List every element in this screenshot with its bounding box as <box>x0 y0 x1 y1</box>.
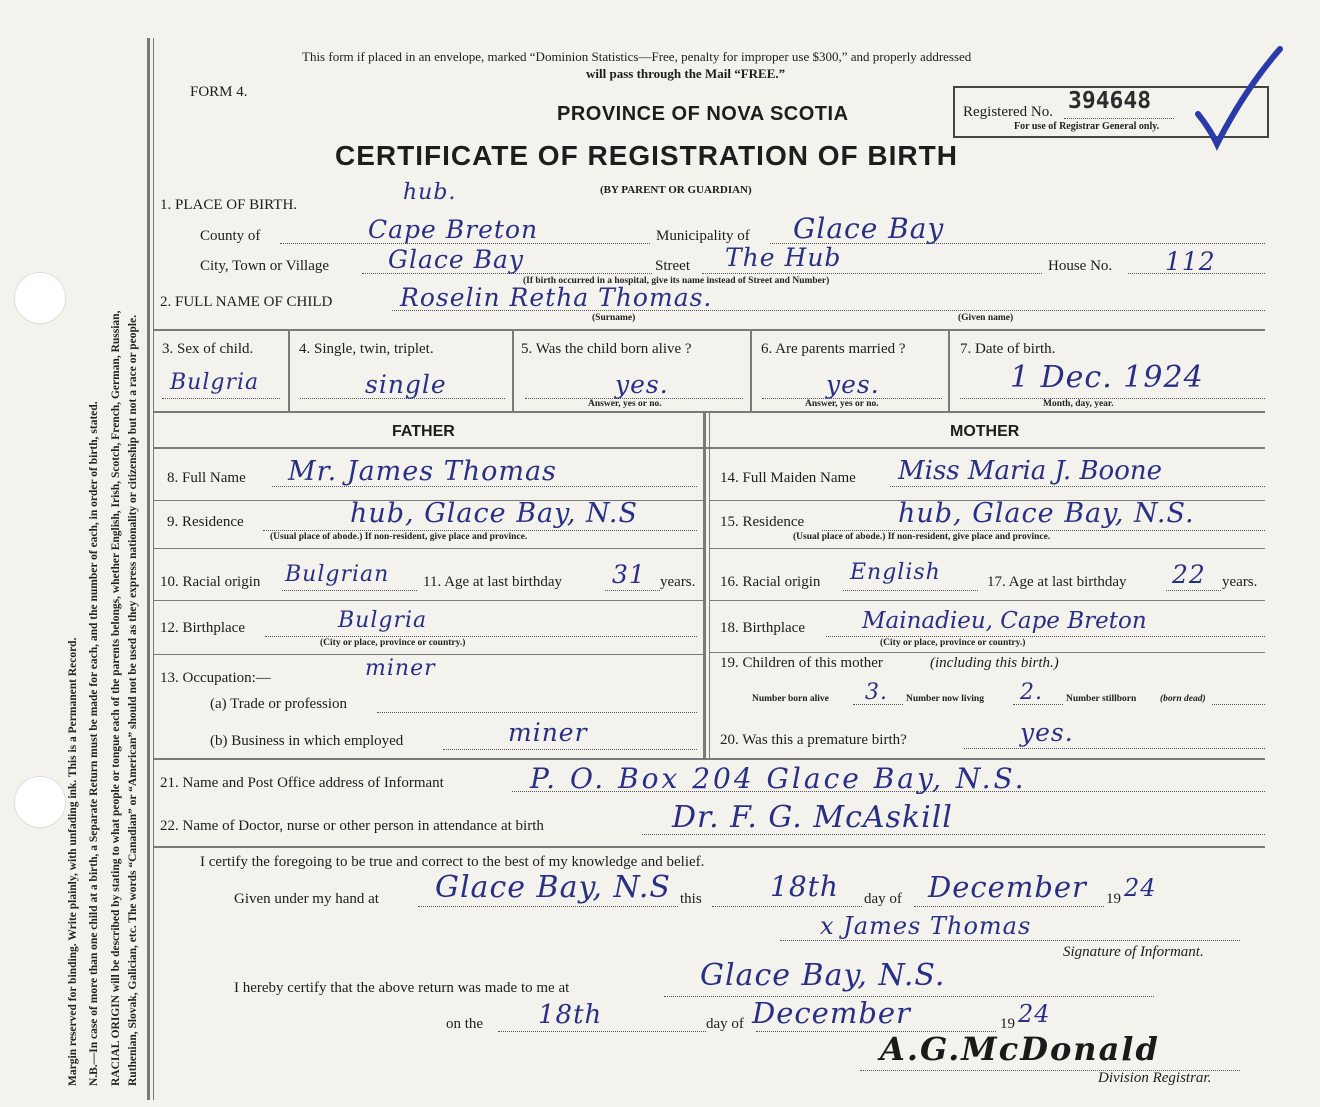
registrar-day-of-label: day of <box>706 1016 744 1032</box>
certify-statement: I certify the foregoing to be true and correct to the best of my knowledge and belief. <box>200 854 705 870</box>
given-label: Given under my hand at <box>234 891 379 907</box>
divider-row3-top <box>153 329 1265 331</box>
left-border-inner <box>153 38 154 1100</box>
father-racial-value: Bulgrian <box>285 562 390 587</box>
father-birthplace-value: Bulgria <box>338 608 428 633</box>
given-month: December <box>928 870 1087 904</box>
father-racial-label: 10. Racial origin <box>160 574 261 590</box>
checkmark-icon <box>1190 44 1290 154</box>
city-label: City, Town or Village <box>200 258 330 274</box>
doctor-value: Dr. F. G. McAskill <box>672 800 953 835</box>
registrar-place: Glace Bay, N.S. <box>700 958 946 993</box>
side-note-binding: Margin reserved for binding. Write plainly, with unfading ink. This is a Permanent Record. <box>67 637 79 1086</box>
father-residence-note: (Usual place of abode.) If non-resident, give place and province. <box>270 532 528 542</box>
province-heading: PROVINCE OF NOVA SCOTIA <box>557 103 849 125</box>
stillborn-label: Number stillborn <box>1066 694 1137 704</box>
city-value: Glace Bay <box>388 245 525 274</box>
business-value: miner <box>508 718 588 747</box>
street-value: The Hub <box>725 243 842 272</box>
given-year: 24 <box>1124 874 1157 902</box>
children-note: (including this birth.) <box>930 655 1059 671</box>
date-of-birth-label: 7. Date of birth. <box>960 341 1056 357</box>
mother-residence-note: (Usual place of abode.) If non-resident, give place and province. <box>793 532 1051 542</box>
municipality-label: Municipality of <box>656 228 750 244</box>
father-heading: FATHER <box>392 423 455 440</box>
side-note-racial-origin-2: Ruthenian, Slovak, Galician, etc. The words “Canadian” or “American” should not be used as they express nationality or citizenship but not a race or people. <box>127 314 139 1086</box>
side-note-racial-origin-1: RACIAL ORIGIN will be described by stating to what people or tongue each of the parents belongs, whether English, Irish, Scotch, French, German, Russian, <box>110 310 122 1086</box>
on-the-label: on the <box>446 1016 484 1032</box>
single-twin-value: single <box>365 370 447 399</box>
parents-married-note: Answer, yes or no. <box>805 399 879 409</box>
certificate-title: CERTIFICATE OF REGISTRATION OF BIRTH <box>335 140 958 171</box>
mother-years-label: years. <box>1222 574 1258 590</box>
father-name-label: 8. Full Name <box>167 470 246 486</box>
informant-value: P. O. Box 204 Glace Bay, N.S. <box>530 762 1027 795</box>
registrar-statement: I hereby certify that the above return was made to me at <box>234 980 570 996</box>
born-alive-count: 3. <box>865 680 888 705</box>
mother-birthplace-label: 18. Birthplace <box>720 620 805 636</box>
mother-name-label: 14. Full Maiden Name <box>720 470 856 486</box>
now-living-label: Number now living <box>906 694 984 704</box>
county-label: County of <box>200 228 261 244</box>
registrar-signature: A.G.McDonald <box>880 1030 1160 1068</box>
father-birthplace-note: (City or place, province or country.) <box>320 638 466 648</box>
given-day: 18th <box>770 870 839 903</box>
father-years-label: years. <box>660 574 696 590</box>
father-age-label: 11. Age at last birthday <box>423 574 562 590</box>
given-this-label: this <box>680 891 702 907</box>
left-border <box>147 38 150 1100</box>
mother-birthplace-value: Mainadieu, Cape Breton <box>862 608 1147 634</box>
born-alive-count-label: Number born alive <box>752 694 829 704</box>
punch-hole-bottom <box>14 776 66 828</box>
postal-notice-1: This form if placed in an envelope, marked “Dominion Statistics—Free, penalty for improper use $300,” and properly addressed <box>302 49 972 64</box>
born-alive-label: 5. Was the child born alive ? <box>521 341 692 357</box>
mother-age-value: 22 <box>1172 560 1206 589</box>
father-name-value: Mr. James Thomas <box>288 456 557 487</box>
father-residence-label: 9. Residence <box>167 514 244 530</box>
sex-value: Bulgria <box>170 370 260 395</box>
business-label: (b) Business in which employed <box>210 733 404 749</box>
divider-parents-bottom <box>153 758 1265 760</box>
street-label: Street <box>655 258 690 274</box>
sex-label: 3. Sex of child. <box>162 341 254 357</box>
mother-residence-value: hub, Glace Bay, N.S. <box>898 498 1195 529</box>
mother-age-label: 17. Age at last birthday <box>987 574 1127 590</box>
given-year-prefix: 19 <box>1106 891 1121 907</box>
house-label: House No. <box>1048 258 1113 274</box>
now-living-count: 2. <box>1020 680 1043 705</box>
mother-residence-label: 15. Residence <box>720 514 805 530</box>
house-value: 112 <box>1165 247 1216 276</box>
children-label: 19. Children of this mother <box>720 655 883 671</box>
place-of-birth-mark: hub. <box>403 180 457 205</box>
child-name-label: 2. FULL NAME OF CHILD <box>160 294 333 310</box>
registered-note: For use of Registrar General only. <box>1014 121 1160 132</box>
date-of-birth-value: 1 Dec. 1924 <box>1010 360 1204 395</box>
mother-racial-label: 16. Racial origin <box>720 574 821 590</box>
municipality-value: Glace Bay <box>793 212 945 245</box>
child-name-value: Roselin Retha Thomas. <box>400 283 713 312</box>
mother-name-value: Miss Maria J. Boone <box>898 456 1162 486</box>
father-age-value: 31 <box>612 560 646 589</box>
mother-heading: MOTHER <box>950 423 1020 440</box>
premature-label: 20. Was this a premature birth? <box>720 732 907 748</box>
postal-notice-2: will pass through the Mail “FREE.” <box>586 66 786 81</box>
occupation-value: miner <box>365 656 436 681</box>
punch-hole-top <box>14 272 66 324</box>
registered-number: 394648 <box>1068 88 1152 114</box>
parents-married-value: yes. <box>826 370 880 399</box>
parents-married-label: 6. Are parents married ? <box>761 341 906 357</box>
form-number: FORM 4. <box>190 84 248 100</box>
registrar-day: 18th <box>538 1000 603 1030</box>
premature-value: yes. <box>1020 718 1074 747</box>
registrar-month: December <box>752 996 911 1030</box>
father-birthplace-label: 12. Birthplace <box>160 620 245 636</box>
father-residence-value: hub, Glace Bay, N.S <box>350 498 638 529</box>
place-of-birth-label: 1. PLACE OF BIRTH. <box>160 197 298 213</box>
trade-label: (a) Trade or profession <box>210 696 348 712</box>
informant-label: 21. Name and Post Office address of Informant <box>160 775 444 791</box>
stillborn-note: (born dead) <box>1160 694 1206 704</box>
surname-note: (Surname) <box>592 313 636 323</box>
registered-label: Registered No. <box>963 104 1053 120</box>
occupation-label: 13. Occupation:— <box>160 670 271 686</box>
given-place: Glace Bay, N.S <box>435 870 671 905</box>
given-name-note: (Given name) <box>958 313 1014 323</box>
registrar-year-prefix: 19 <box>1000 1016 1015 1032</box>
doctor-label: 22. Name of Doctor, nurse or other person in attendance at birth <box>160 818 544 834</box>
single-twin-label: 4. Single, twin, triplet. <box>299 341 434 357</box>
registrar-year: 24 <box>1018 1000 1051 1028</box>
mother-racial-value: English <box>850 560 941 585</box>
informant-signature-caption: Signature of Informant. <box>1063 944 1204 960</box>
county-value: Cape Breton <box>368 215 539 244</box>
side-note-multiple-births: N.B.—In case of more than one child at a birth, a Separate Return must be made for each, and the number of each, in order of birth, stated. <box>88 401 100 1086</box>
mother-birthplace-note: (City or place, province or country.) <box>880 638 1026 648</box>
hospital-note: (If birth occurred in a hospital, give its name instead of Street and Number) <box>523 276 830 286</box>
born-alive-value: yes. <box>615 370 669 399</box>
date-of-birth-note: Month, day, year. <box>1043 399 1114 409</box>
informant-signature: x James Thomas <box>820 912 1032 940</box>
registrar-caption: Division Registrar. <box>1098 1070 1212 1086</box>
certificate-subtitle: (BY PARENT OR GUARDIAN) <box>600 184 752 196</box>
born-alive-note: Answer, yes or no. <box>588 399 662 409</box>
given-day-of-label: day of <box>864 891 902 907</box>
parents-divider <box>703 413 706 758</box>
